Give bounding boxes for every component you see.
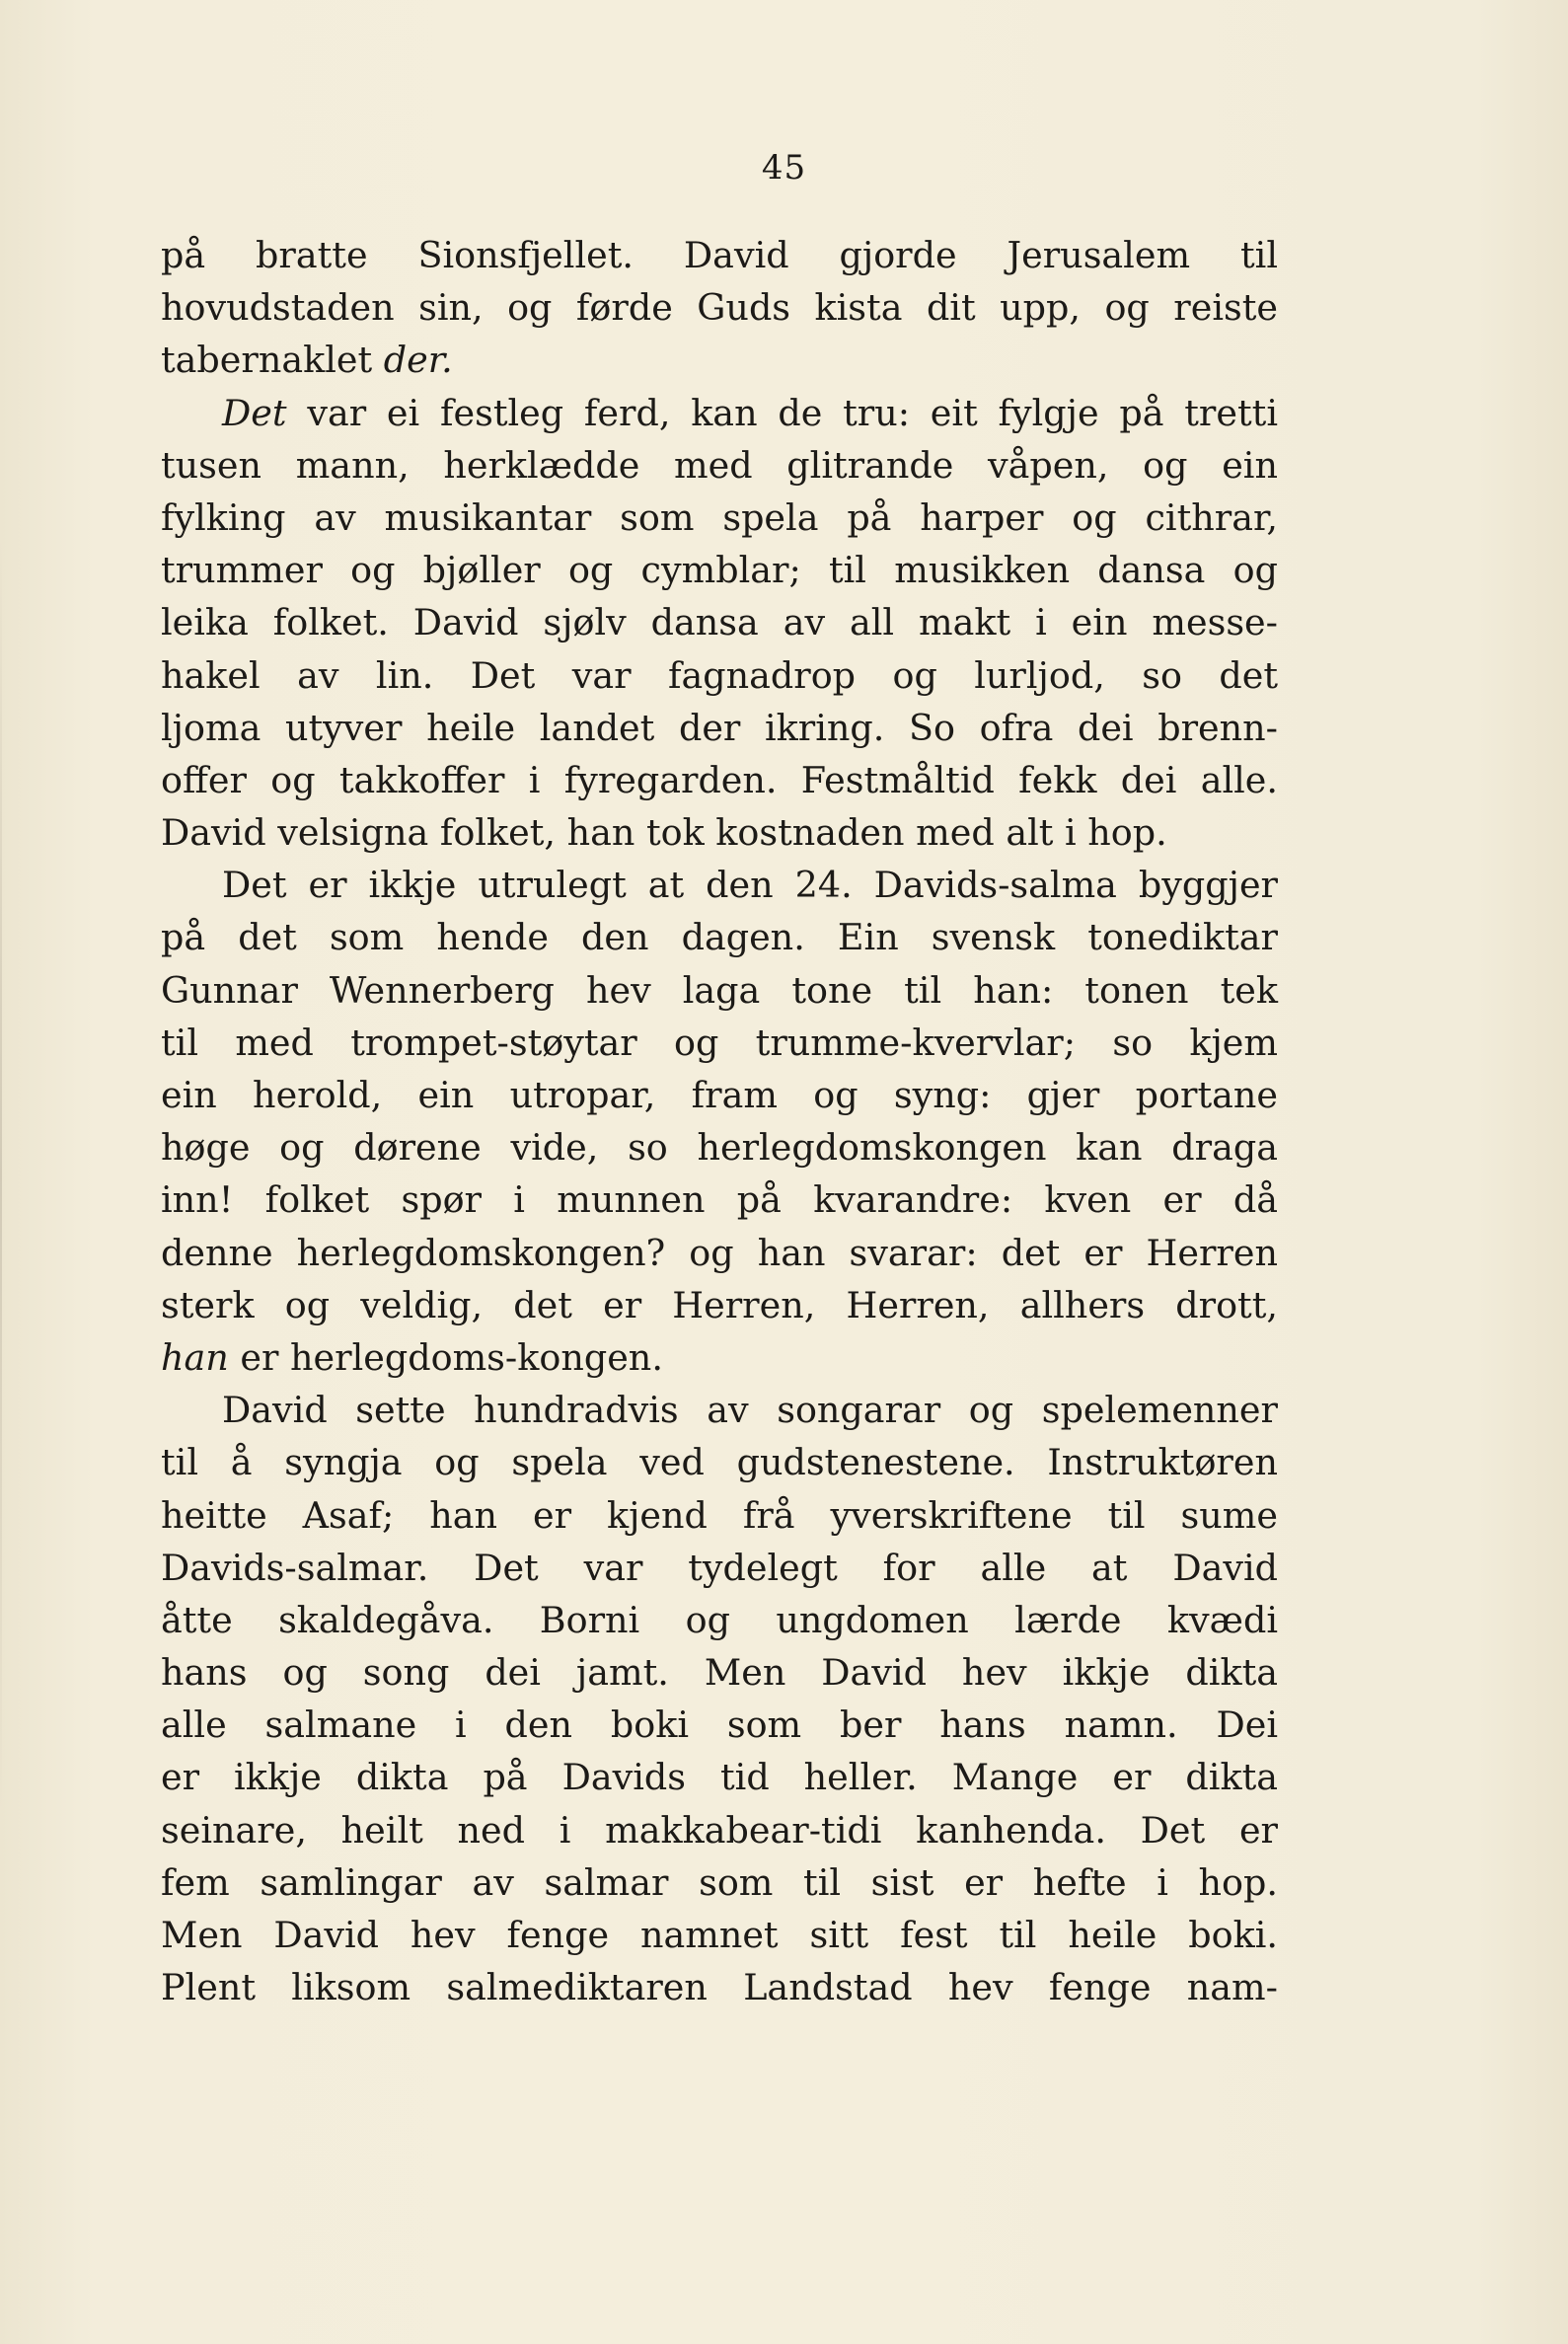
line-text: hovudstaden sin, og førde Guds kista dit upp, og reiste [161, 286, 1278, 330]
line-text: heitte Asaf; han er kjend frå yverskriftene til sume [161, 1493, 1278, 1537]
line-text: ein herold, ein utropar, fram og syng: gjer portane [161, 1074, 1278, 1116]
line-text: på det som hende den dagen. Ein svensk tonediktar [161, 916, 1278, 959]
line-text: på bratte Sionsfjellet. David gjorde Jerusalem til [161, 234, 1278, 276]
line-text: Gunnar Wennerberg hev laga tone til han: tonen tek [161, 968, 1278, 1012]
line-text: er ikkje dikta på Davids tid heller. Mange er dikta [161, 1756, 1278, 1799]
line-text: Plent liksom salmediktaren Landstad hev fenge nam- [161, 1966, 1278, 2009]
italic-word: Det [222, 391, 287, 434]
text-line [161, 911, 1278, 963]
text-line [161, 1121, 1278, 1173]
text-line [161, 229, 1278, 281]
text-line [161, 544, 1278, 596]
text-line [161, 1384, 1278, 1436]
line-text: hakel av lin. Det var fagnadrop og lurljod, so det [161, 653, 1278, 697]
line-text: sterk og veldig, det er Herren, Herren, allhers drott, [161, 1283, 1278, 1326]
line-text: Det er ikkje utrulegt at den 24. Davids-salma byggjer [222, 864, 1278, 907]
line-text: tusen mann, herklædde med glitrande våpen, og ein [161, 443, 1278, 487]
text-line [161, 1751, 1278, 1803]
line-text: inn! folket spør i munnen på kvarandre: kven er då [161, 1178, 1278, 1222]
line-text: seinare, heilt ned i makkabear-tidi kanhenda. Det er [161, 1808, 1278, 1852]
line-text: fylking av musikantar som spela på harper og cithrar, [161, 495, 1278, 539]
line-text: tabernaklet [161, 339, 384, 382]
line-text: Men David hev fenge namnet sitt fest til heile boki. [161, 1914, 1278, 1956]
text-line [161, 439, 1278, 491]
text-line [161, 1699, 1278, 1751]
text-line [161, 806, 1278, 859]
line-text: Davids-salmar. Det var tydelegt for alle at David [161, 1546, 1278, 1589]
text-line [161, 1017, 1278, 1069]
text-line [161, 1804, 1278, 1856]
text-line [161, 387, 1278, 439]
line-text: hans og song dei jamt. Men David hev ikkje dikta [161, 1651, 1278, 1695]
line-text: leika folket. David sjølv dansa av all makt i ein messe- [161, 601, 1278, 644]
line-text: trummer og bjøller og cymblar; til musikken dansa og [161, 549, 1278, 592]
text-line [161, 281, 1278, 334]
line-text: var ei festleg ferd, kan de tru: eit fylgje på tretti [286, 391, 1278, 434]
text-line [161, 1436, 1278, 1488]
line-text: David sette hundradvis av songarar og spelemenner [222, 1389, 1278, 1432]
line-text: alle salmane i den boki som ber hans namn. Dei [161, 1703, 1278, 1747]
italic-word: der. [383, 339, 453, 382]
text-line [161, 1227, 1278, 1279]
line-text: fem samlingar av salmar som til sist er hefte i hop. [161, 1860, 1278, 1904]
text-line [161, 1069, 1278, 1121]
line-text: offer og takkoffer i fyregarden. Festmåltid fekk dei alle. [161, 758, 1278, 801]
text-line [161, 334, 1278, 386]
line-text: er herlegdoms-kongen. [228, 1335, 663, 1379]
line-text: til med trompet-støytar og trumme-kvervlar; so kjem [161, 1021, 1278, 1064]
text-line [161, 859, 1278, 911]
text-line [161, 754, 1278, 806]
page-edge-shadow [0, 533, 2, 1816]
text-line [161, 1279, 1278, 1331]
text-line [161, 1542, 1278, 1594]
text-line [161, 1173, 1278, 1226]
text-line [161, 596, 1278, 648]
text-line [161, 1594, 1278, 1646]
line-text: ljoma utyver heile landet der ikring. So ofra dei brenn- [161, 706, 1278, 749]
page-number: 45 [761, 148, 807, 188]
line-text: til å syngja og spela ved gudstenestene. Instruktøren [161, 1441, 1278, 1484]
line-text: denne herlegdomskongen? og han svarar: det er Herren [161, 1231, 1278, 1274]
text-line [161, 1909, 1278, 1961]
text-line [161, 1961, 1278, 2013]
line-text: høge og dørene vide, so herlegdomskongen kan draga [161, 1126, 1278, 1170]
text-line [161, 964, 1278, 1017]
text-line [161, 1489, 1278, 1542]
text-line [161, 1856, 1278, 1909]
text-line [161, 702, 1278, 754]
line-text: David velsigna folket, han tok kostnaden med alt i hop. [161, 811, 1167, 855]
italic-word: han [161, 1335, 229, 1379]
text-line [161, 1331, 1278, 1384]
text-line [161, 1646, 1278, 1699]
text-line [161, 649, 1278, 702]
text-line [161, 491, 1278, 544]
body-text [161, 229, 1278, 2013]
line-text: åtte skaldegåva. Borni og ungdomen lærde kvædi [161, 1598, 1278, 1641]
